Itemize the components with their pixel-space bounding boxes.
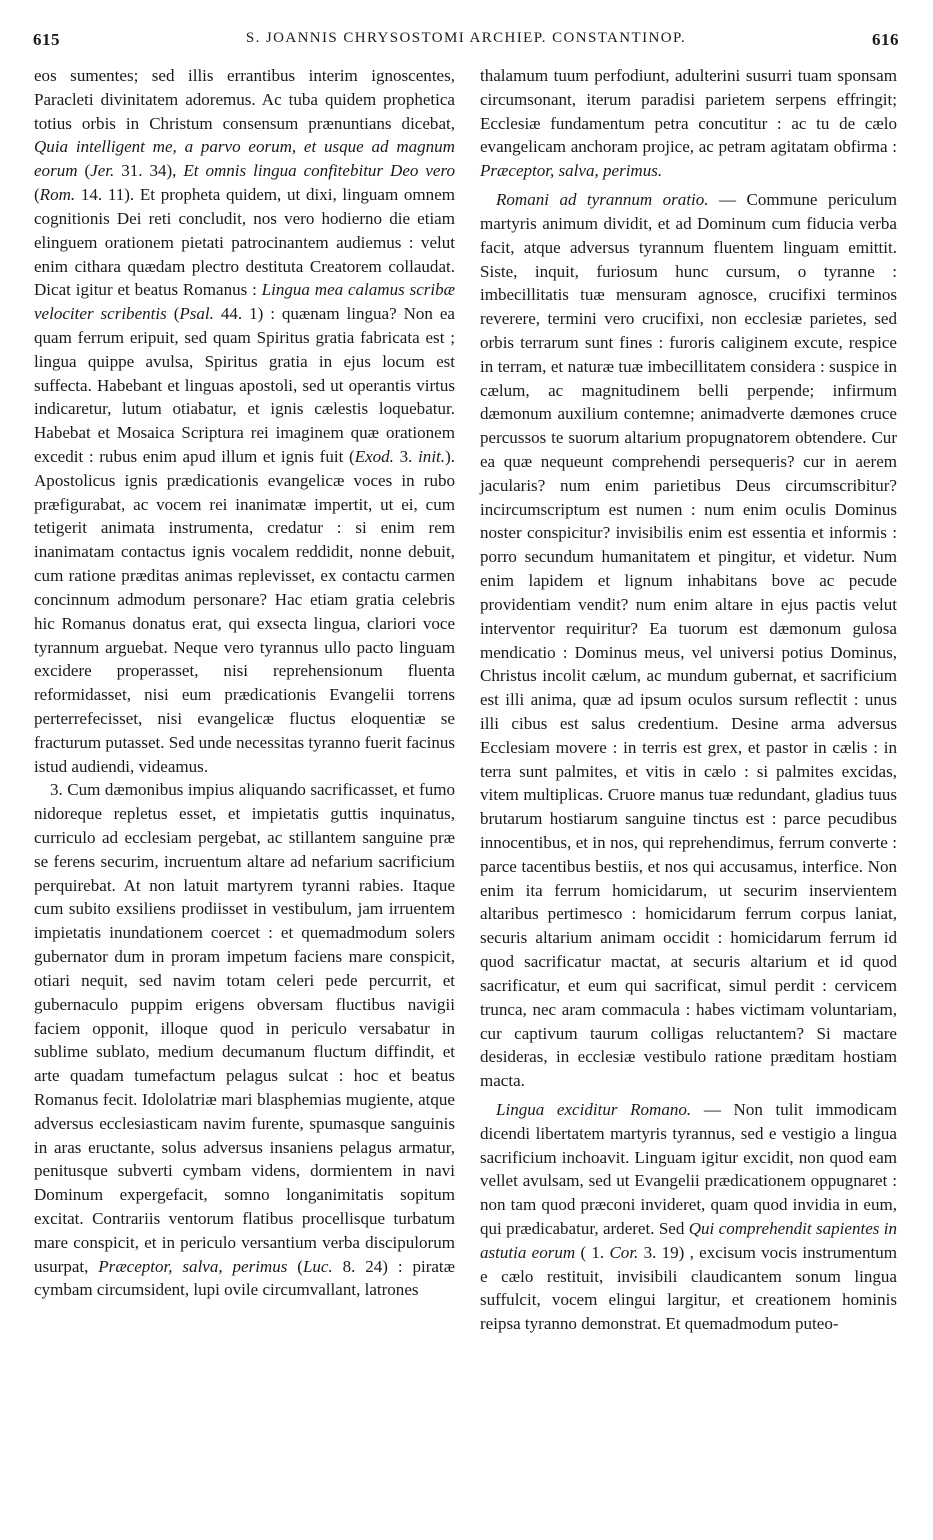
page-number-right: 616	[872, 30, 899, 49]
paragraph: 3. Cum dæmonibus impius aliquando sacrificasset, et fumo nidoreque repletus esset, et impietatis guttis inquinatus, curriculo ad ecclesiam pergebat, ac stillantem sanguine præ se ferens securim, incruentum altare ad nefarium sacrificium perquirebat. At non latuit martyrem tyranni rabies. Itaque cum subito exsiliens prodiisset in vestibulum, jam irruentem impietatis inundationem coercet : et quemadmodum solers gubernator dum in proram impetum faciens mare conspicit, otiari nequit, sed navim totam celeri pede percurrit, et gubernaculo puppim erigens obversam fluctibus navigii faciem opponit, illoque quod in periculo versabatur in sublime sublato, medium decumanum fluctum diffindit, et arte quadam tumefactum pelagus sulcat : hoc et beatus Romanus fecit. Idololatriæ mari blasphemias mugiente, atque adversus ecclesiasticam navim furente, spumasque sanguinis in aras eructante, solus adversus insaniens pelagus armatur, penitusque subverti cymbam videns, dormientem in navi Dominum expergefacit, somno longanimitatis sopitum excitat. Contrariis ventorum flatibus procellisque turbatum mare conspicit, et in periculo versantium verba discipulorum usurpat, Præceptor, salva, perimus (Luc. 8. 24) : piratæ cymbam circumsident, lupi ovile circumvallant, latrones	[34, 780, 456, 1300]
left-text-column	[34, 64, 455, 1302]
running-title: S. JOANNIS CHRYSOSTOMI ARCHIEP. CONSTANTINOP.	[245, 30, 687, 46]
paragraph: eos sumentes; sed illis errantibus interim ignoscentes, Paracleti divinitatem adoremus. Ac tuba quidem prophetica totius orbis in Christum consensum prænuntians dicebat, Quia intelligent me, a parvo eorum, et usque ad magnum eorum (Jer. 31. 34), Et omnis lingua confitebitur Deo vero (Rom. 14. 11). Et propheta quidem, ut dixi, linguam omnem cognitionis Dei reti concludit, nos vero hodierno die etiam elinguem orationem pietati patrocinantem audiemus : velut enim cithara quædam plectro destituta Creatorem collaudat. Dicat igitur et beatus Romanus : Lingua mea calamus scribæ velociter scribentis (Psal. 44. 1) : quænam lingua? Non ea quam ferrum eripuit, sed quam Spiritus gratia fabricata est ; lingua quippe avulsa, Spiritus gratia in ejus locum est suffecta. Habebant et linguas apostoli, sed ut operantis virtus indicaretur, lutum otiabatur, et ignis cælestis loquebatur. Habebat et Mosaica Scriptura rei imaginem quæ orationem excedit : rubus enim apud illum et ignis fuit (Exod. 3. init.). Apostolicus ignis prædicationis evangelicæ voces in rubo præfigurabat, ac vocem rei inanimatæ impertit, ut ei, cum tetigerit animata instrumenta, credatur : si enim rem inanimatam contactus ignis vocalem reddidit, nonne debuit, cum ratione præditas animas replevisset, ex contactu carmen concinnum admodum personare? Hac etiam gratia celebris hic Romanus donatus erat, qui exsecta lingua, clariori voce tyrannum arguebat. Neque vero tyrannus ullo pacto linguam excidere properasset, nisi reprehensionum fluenta reformidasset, nisi eum prædicationis Evangelii torrens perterrefecisset, nisi evangelicæ fluctus eloquentiæ se fracturum putasset. Sed unde necessitas tyranno fuerit facinus istud audiendi, videamus.	[34, 66, 456, 776]
page-number-left: 615	[33, 30, 60, 49]
paragraph: Romani ad tyrannum oratio. — Commune periculum martyris animum dividit, et ad Dominum cum fiducia verba facit, atque adversus tyrannum fluentem linguam emittit. Siste, inquit, furiosum hunc cursum, o tyranne : imbecillitatis tuæ mensuram agnosce, crucifixi terminos reverere, termini vero crucifixi, non ecclesiæ parietes, sed orbis terrarum sunt fines : furoris caliginem excute, respice in terram, et naturæ tuæ imbecillitatem considera : suspice in cælum, ac magnitudinem belli perpende; infirmum dæmonum auxilium contemne; animadverte dæmones cruce percussos te suorum altarium propugnatorem obtendere. Cur ea quæ nequeunt comprehendi persequeris? cur in aerem jacularis? num enim parietibus Deus circumscribitur? incircumscriptum est numen : num enim oculis Dominus noster conspicitur? invisibilis enim est essentia et informis : porro secundum humanitatem et pingitur, et videtur. Num enim lapidem et lignum inhabitans bove ac pecude providentiam vendit? num enim altare in ejus pactis velut interventor requiritur? Ea tuorum est dæmonum gulosa mendicatio : Dominus meus, vel universi potius Dominus, Christus incolit cælum, ac mundum gubernat, et sacrificium est illi anima, quæ ad ipsum oculos sursum reflectit : unus illi cibus est salus credentium. Desine arma adversus Ecclesiam movere : in terris est grex, et pastor in cælis : in terra sunt palmites, et vitis in cælo : si palmites excidas, vitem multiplicas. Cruore manus tuæ redundant, gladius tuus brutarum hostiarum sanguine tinctus est : parce pecudibus innocentibus, et in nos, qui reprehendimus, ferrum converte : parce tacentibus bestiis, et nos qui accusamus, interfice. Non enim ita ferrum homicidarum, ut securim inservientem altaribus pertimesco : homicidarum ferrum corpus laniat, securis altarium animam occidit : homicidarum ferrum id quod sacrificatur mactat, at securis altarium et id quod sacrificatur, et eum qui sacrificat, simul perdit : cervicem trunca, nec aram commacula : habes victimam voluntariam, cur captivum taurum colligas reluctantem? Si mactare desideras, in ecclesiæ vestibulo ratione præditam hostiam macta.	[480, 190, 897, 1091]
paragraph: Lingua exciditur Romano. — Non tulit immodicam dicendi libertatem martyris tyrannus, sed e vestigio a lingua sacrificium inchoavit. Linguam igitur excidit, non quod eam vellet avulsam, sed ut Evangelii prædicationem oppugnaret : non tam quod præconi invideret, quam quod invidia in eum, qui prædicabatur, arderet. Sed Qui comprehendit sapientes in astutia eorum ( 1. Cor. 3. 19) , excisum vocis instrumentum e cælo restituit, invisibili claudicantem sonum lingua suffulcit, vocem elingui largitur, et creationem hominis reipsa tyranno demonstrat. Et quemadmodum puteo-	[480, 1099, 897, 1334]
right-text-column	[480, 64, 897, 1336]
running-header	[33, 30, 899, 64]
paragraph: thalamum tuum perfodiunt, adulterini susurri tuam sponsam circumsonant, iterum paradisi parietem serpens effringit; Ecclesiæ fundamentum petra concutitur : ac tu de cælo evangelicam anchoram projice, ac petram agitatam obfirma : Præceptor, salva, perimus.	[480, 66, 897, 181]
